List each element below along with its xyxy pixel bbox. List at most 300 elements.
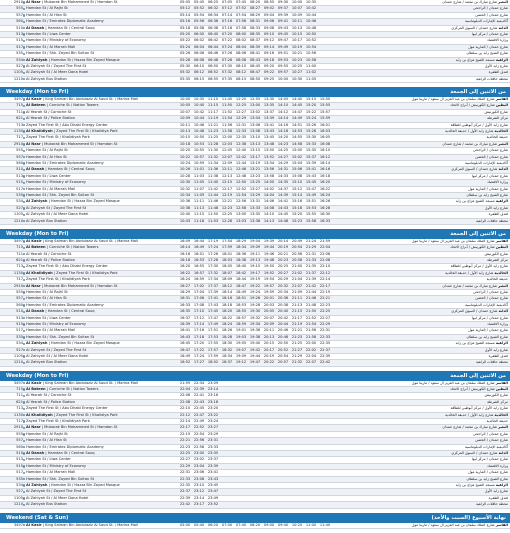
departure-time: 13:35: [249, 212, 261, 217]
stop-name-en: [26, 26, 166, 31]
stop-name-ar: [430, 6, 508, 11]
departure-time: 10:26: [179, 167, 191, 172]
departure-time: 23:09: [207, 380, 219, 385]
stop-area-ar: النصر: [498, 283, 508, 288]
departure-time: 10:09: [291, 12, 303, 17]
departure-time: 10:30: [179, 180, 191, 185]
departure-time: 14:10: [263, 212, 275, 217]
stop-code: 2910: [13, 141, 23, 146]
departure-time: 23:39: [207, 463, 219, 468]
departure-time: 18:34: [235, 245, 247, 250]
departure-time: 18:12: [221, 283, 233, 288]
stop-street-en: Al Zahiyah St / Al Meer Dana Hotel: [26, 495, 89, 500]
stop-name-ar: [430, 245, 508, 250]
departure-time: 13:41: [263, 122, 275, 127]
stop-code: 560: [16, 444, 23, 449]
departure-time: 06:46: [207, 51, 219, 56]
departure-time: 17:02: [193, 283, 205, 288]
stop-name-en: [26, 290, 166, 295]
stop-street-ar: فندق الظفرة: [488, 353, 508, 358]
stop-name-ar: [430, 483, 508, 488]
stop-code: 3497: [13, 97, 23, 102]
departure-time: 14:18: [277, 129, 289, 134]
departure-time: 22:06: [319, 251, 331, 256]
departure-time: 06:42: [207, 38, 219, 43]
stop-name-en: [26, 97, 166, 102]
section-header: [0, 229, 510, 239]
departure-time: 11:19: [207, 116, 219, 121]
departure-time: 21:52: [305, 315, 317, 320]
departure-time: 19:12: [235, 360, 247, 365]
stop-name-en: [26, 393, 166, 398]
departure-time: 12:17: [221, 186, 233, 191]
departure-time: 15:22: [305, 109, 317, 114]
departure-time: 10:53: [193, 141, 205, 146]
departure-time: 20:07: [263, 315, 275, 320]
stop-name-en: [26, 354, 166, 359]
stop-name-ar: [430, 129, 508, 134]
departure-time: 09:37: [277, 6, 289, 11]
departure-time: 10:00: [179, 97, 191, 102]
departure-time: 19:42: [249, 347, 261, 352]
timetable-row: [0, 523, 510, 529]
stop-code: 517: [16, 44, 23, 49]
departure-time: 22:19: [319, 290, 331, 295]
departure-time: 21:29: [305, 245, 317, 250]
stop-code: 3497: [13, 380, 23, 385]
stop-street-en: | Hamdan St / Central Souq: [44, 25, 95, 30]
departure-time: 16:59: [193, 277, 205, 282]
stop-street-en: | Hamdan St / Central Souq: [44, 167, 95, 172]
departure-time: 15:10: [291, 180, 303, 185]
departure-time: 17:43: [207, 302, 219, 307]
departure-time: 15:30: [305, 135, 317, 140]
departure-time: 18:42: [235, 270, 247, 275]
departure-time: 21:02: [291, 270, 303, 275]
stop-street-ar: وزارة الاقتصاد: [487, 463, 508, 468]
departure-time: 16:14: [319, 160, 331, 165]
departure-time: 13:21: [249, 167, 261, 172]
departure-time: 23:52: [207, 502, 219, 507]
departure-time: 14:12: [277, 109, 289, 114]
stop-street-ar: شارع زايد الأول: [484, 347, 508, 352]
departure-time: 12:31: [235, 122, 247, 127]
departure-time: 16:51: [193, 251, 205, 256]
stop-area-en: Al Kasir: [26, 522, 42, 527]
departure-time: 07:18: [221, 25, 233, 30]
departure-time: 21:54: [305, 321, 317, 326]
departure-time: 23:31: [207, 438, 219, 443]
stop-street-en: | King Salman Bin Abdulaziz Al Saud St. / Marina Mall: [41, 380, 138, 385]
departure-time: 15:55: [305, 212, 317, 217]
departure-time: 16:33: [179, 302, 191, 307]
departure-time: 16:33: [319, 218, 331, 223]
stop-area-ar: الزاهية: [495, 341, 508, 346]
stop-code: 713: [16, 264, 23, 269]
departure-time: 08:15: [235, 76, 247, 81]
departure-time: 16:52: [179, 360, 191, 365]
stop-name-ar: [430, 413, 508, 418]
departure-time: 15:55: [319, 103, 331, 108]
stop-street-ar: محطة حافلات الزاهية: [476, 76, 508, 81]
departure-time: 12:07: [221, 154, 233, 159]
departure-time: 14:53: [291, 129, 303, 134]
stop-name-ar: [430, 438, 508, 443]
departure-time: 10:20: [291, 522, 303, 527]
stop-name-en: [26, 64, 166, 69]
stop-street-ar: شارع الشيخ زايد بن سلطان: [466, 192, 508, 197]
departure-time: 14:47: [291, 109, 303, 114]
departure-time: 19:28: [249, 302, 261, 307]
departure-time: 18:09: [221, 277, 233, 282]
departure-time: 22:21: [179, 438, 191, 443]
departure-time: 17:49: [207, 321, 219, 326]
stop-name-ar: [430, 64, 508, 69]
stop-street-en: | Zayed The First St / Khalidiya Park: [52, 412, 118, 417]
stop-code: 510: [16, 451, 23, 455]
departure-time: 15:26: [305, 122, 317, 127]
departure-time: 17:08: [193, 302, 205, 307]
stop-area-ar: النصر: [498, 425, 508, 430]
departure-time: 09:16: [263, 51, 275, 56]
stop-street-en: Hamdan St / Liwa Center: [26, 173, 71, 178]
stop-code: 621: [16, 258, 23, 263]
stop-name-ar: [411, 238, 508, 244]
departure-time: 10:28: [179, 173, 191, 178]
departure-time: 14:51: [291, 122, 303, 127]
departure-time: 07:12: [221, 6, 233, 11]
departure-time: 19:24: [249, 290, 261, 295]
departure-time: 07:14: [221, 12, 233, 17]
departure-time: 12:56: [235, 199, 247, 204]
departure-time: 18:30: [221, 341, 233, 346]
stop-code: 1210: [13, 218, 23, 223]
departure-time: 14:16: [277, 122, 289, 127]
departure-time: 23:27: [207, 425, 219, 430]
stop-name-ar: [430, 477, 508, 482]
stop-area-ar: الدانة: [498, 309, 508, 314]
departure-time: 14:04: [263, 192, 275, 197]
stop-name-en: [26, 470, 166, 475]
departure-time: 19:19: [249, 277, 261, 282]
stop-name-ar: [430, 19, 508, 24]
stop-area-en: Al Kasir: [26, 238, 42, 243]
departure-time: 08:10: [235, 63, 247, 68]
departure-time: 16:47: [179, 347, 191, 352]
departure-time: 21:37: [305, 270, 317, 275]
departure-time: 21:58: [305, 334, 317, 339]
departure-time: 20:46: [277, 328, 289, 333]
departure-time: 10:35: [305, 0, 317, 4]
departure-time: 12:19: [221, 192, 233, 197]
departure-time: 09:20: [263, 63, 275, 68]
stop-street-ar: شارع الملك سلمان بن عبد العزيز آل سعود / مارينا مول: [411, 380, 496, 385]
stop-area-en: Al Bateen: [26, 245, 46, 250]
stop-code: 557: [16, 12, 23, 17]
departure-time: 19:59: [263, 290, 275, 295]
stop-street-ar: شارع مبارك بن محمد / شارع حمدان: [442, 425, 499, 430]
stop-area-ar: البطين: [495, 245, 508, 250]
departure-time: 18:14: [221, 290, 233, 295]
departure-time: 19:48: [263, 258, 275, 263]
departure-time: 10:00: [291, 0, 303, 4]
departure-time: 16:31: [179, 296, 191, 301]
departure-time: 15:14: [291, 192, 303, 197]
departure-time: 06:00: [193, 31, 205, 36]
stop-street-en: Hamdan St / Shk. Zayed Bin Sultan St: [26, 51, 95, 56]
departure-time: 16:26: [319, 199, 331, 204]
departure-time: 11:05: [305, 76, 317, 81]
stop-street-en: Hamdan St / Shk. Zayed Bin Sultan St: [26, 192, 95, 197]
departure-time: 23:45: [207, 482, 219, 487]
stop-street-en: | Corniche St / Nation Towers: [45, 245, 99, 250]
departure-time: 17:26: [207, 251, 219, 256]
stop-name-en: [26, 425, 166, 430]
departure-time: 11:00: [305, 63, 317, 68]
departure-time: 15:28: [305, 129, 317, 134]
departure-time: 11:48: [207, 205, 219, 210]
departure-time: 14:33: [277, 173, 289, 178]
departure-time: 22:21: [319, 296, 331, 301]
departure-time: 16:55: [193, 264, 205, 269]
departure-time: 21:46: [305, 296, 317, 301]
stop-area-en: Al Nasr: [26, 283, 41, 288]
departure-time: 15:43: [305, 173, 317, 178]
departure-time: 09:02: [263, 6, 275, 11]
departure-time: 18:47: [235, 283, 247, 288]
stop-code: 515: [16, 180, 23, 185]
departure-time: 15:20: [305, 103, 317, 108]
stop-code: 535: [16, 192, 23, 197]
departure-time: 14:55: [291, 135, 303, 140]
departure-time: 09:57: [277, 70, 289, 75]
departure-time: 11:44: [207, 192, 219, 197]
departure-time: 16:24: [319, 192, 331, 197]
departure-time: 19:36: [249, 328, 261, 333]
departure-time: 23:49: [207, 495, 219, 500]
departure-time: 18:59: [235, 321, 247, 326]
departure-time: 09:00: [263, 522, 275, 527]
departure-time: 17:06: [193, 296, 205, 301]
departure-time: 18:03: [221, 258, 233, 263]
departure-time: 07:28: [221, 57, 233, 62]
departure-time: 10:55: [193, 148, 205, 153]
stop-area-en: Al Nasr: [26, 0, 41, 4]
departure-time: 14:49: [291, 116, 303, 121]
stop-street-en: Hamdan St / Al Marrah Mall: [26, 470, 76, 475]
departure-time: 12:50: [235, 180, 247, 185]
departure-time: 19:34: [249, 321, 261, 326]
departure-time: 07:00: [221, 522, 233, 527]
departure-time: 22:27: [179, 457, 191, 462]
stop-street-ar: شارع زايد الأول / مركز أبوظبي للطاقة: [450, 122, 508, 127]
departure-time: 19:50: [263, 264, 275, 269]
timetable-row: [0, 219, 510, 225]
departure-time: 22:27: [319, 315, 331, 320]
departure-time: 23:16: [207, 393, 219, 398]
departure-time: 23:04: [193, 463, 205, 468]
stop-street-ar: شارع حمدان / المارية مول: [468, 470, 508, 475]
section-title-ar: من الاثنين إلى الجمعة: [450, 89, 506, 96]
stop-name-ar: [430, 296, 508, 301]
stop-name-ar: [430, 328, 508, 333]
stop-area-ar: الزاهية: [495, 57, 508, 62]
departure-time: 20:14: [277, 238, 289, 243]
stop-street-ar: شارع حمدان / السوق المركزي: [451, 25, 499, 30]
departure-time: 15:35: [305, 148, 317, 153]
departure-time: 11:38: [207, 173, 219, 178]
departure-time: 17:37: [207, 283, 219, 288]
departure-time: 16:10: [319, 148, 331, 153]
departure-time: 07:52: [235, 6, 247, 11]
departure-time: 08:39: [249, 44, 261, 49]
stop-name-en: [26, 193, 166, 198]
stop-name-ar: [430, 161, 508, 166]
departure-time: 20:32: [277, 283, 289, 288]
departure-time: 14:00: [263, 180, 275, 185]
departure-time: 18:44: [235, 277, 247, 282]
departure-time: 14:48: [277, 218, 289, 223]
departure-time: 22:41: [193, 393, 205, 398]
departure-time: 17:27: [193, 360, 205, 365]
departure-time: 23:14: [193, 495, 205, 500]
stop-name-en: [26, 187, 166, 192]
departure-time: 12:58: [235, 205, 247, 210]
section-title-en: Weekend (Sat & Sun): [6, 514, 69, 521]
departure-time: 16:30: [319, 212, 331, 217]
stop-code: 711: [16, 109, 23, 114]
stop-street-en: Al Yasrah St / Police Station: [26, 258, 75, 263]
departure-time: 09:45: [277, 31, 289, 36]
stop-name-en: [26, 316, 166, 321]
stop-name-en: [26, 400, 166, 405]
departure-time: 14:40: [291, 97, 303, 102]
departure-time: 16:41: [179, 328, 191, 333]
stop-street-en: Al Yasrah St / Corniche St: [26, 251, 72, 256]
stop-code: 715: [16, 387, 23, 392]
stop-street-ar: شارع الكورنيش / أبراج الاتحاد: [450, 103, 496, 108]
departure-time: 09:53: [277, 57, 289, 62]
stop-name-en: [26, 489, 166, 494]
departure-time: 10:34: [179, 192, 191, 197]
departure-time: 18:26: [221, 328, 233, 333]
stop-code: 2910: [13, 425, 23, 430]
departure-time: 10:42: [193, 109, 205, 114]
departure-time: 14:39: [277, 192, 289, 197]
departure-time: 13:37: [263, 109, 275, 114]
stop-street-ar: شارع زايد الأول / مركز أبوظبي للطاقة: [450, 406, 508, 411]
departure-time: 20:54: [277, 353, 289, 358]
stop-name-en: [26, 148, 166, 153]
stop-street-ar: شارع حمدان / السوق المركزي: [451, 309, 499, 314]
stop-name-ar: [430, 354, 508, 359]
departure-time: 22:34: [193, 380, 205, 385]
departure-time: 10:22: [179, 154, 191, 159]
stop-street-en: Hamdan St / Al Hisn St: [26, 438, 67, 443]
departure-time: 09:49: [277, 44, 289, 49]
departure-time: 10:40: [179, 212, 191, 217]
stop-street-en: | Hamdan St / Hazza Bin Zayed Mosque: [47, 341, 120, 346]
departure-time: 18:34: [221, 353, 233, 358]
departure-time: 07:16: [221, 19, 233, 24]
timetable-row: [0, 77, 510, 83]
stop-name-ar: [411, 380, 508, 386]
stop-name-ar: [430, 496, 508, 501]
stop-name-en: [26, 271, 166, 276]
departure-time: 19:44: [263, 245, 275, 250]
stop-code: 3497: [13, 238, 23, 243]
departure-time: 12:03: [221, 141, 233, 146]
departure-time: 10:13: [291, 25, 303, 30]
stop-code: 534: [16, 482, 23, 487]
departure-time: 20:34: [277, 290, 289, 295]
departure-time: 10:27: [291, 70, 303, 75]
departure-time: 15:49: [305, 192, 317, 197]
departure-time: 20:29: [277, 277, 289, 282]
departure-time: 08:00: [235, 31, 247, 36]
departure-time: 20:11: [263, 328, 275, 333]
departure-time: 15:20: [291, 212, 303, 217]
stop-name-en: [26, 167, 166, 172]
stop-name-en: [26, 296, 166, 301]
departure-time: 12:46: [235, 167, 247, 172]
departure-time: 21:04: [291, 277, 303, 282]
stop-name-en: [26, 348, 166, 353]
stop-street-ar: شارع حمدان / الحصن: [475, 154, 508, 159]
stop-street-en: | Hamdan St / Hazza Bin Zayed Mosque: [47, 199, 120, 204]
departure-time: 16:16: [179, 251, 191, 256]
stop-street-ar: مسجد الشيخ هزاع بن زايد: [455, 57, 496, 62]
stop-street-ar: شارع زايد الأول / مركز أبوظبي للطاقة: [450, 264, 508, 269]
departure-time: 11:45: [221, 97, 233, 102]
departure-time: 19:15: [249, 264, 261, 269]
stop-code: 715: [16, 103, 23, 108]
departure-time: 19:11: [249, 251, 261, 256]
departure-time: 06:55: [207, 76, 219, 81]
stop-name-en: [26, 438, 166, 443]
departure-time: 17:20: [193, 341, 205, 346]
departure-time: 15:53: [305, 205, 317, 210]
departure-time: 05:05: [179, 0, 191, 4]
stop-street-en: Zayed The First St / Abu Dhabi Energy Center: [26, 122, 108, 127]
departure-time: 14:29: [277, 160, 289, 165]
departure-time: 13:02: [249, 109, 261, 114]
stop-street-ar: حديقة الخالدية: [486, 419, 508, 424]
departure-time: 21:59: [179, 380, 191, 385]
departure-time: 12:42: [235, 154, 247, 159]
departure-time: 14:13: [263, 218, 275, 223]
stop-street-ar: شارع الكورنيش / أبراج الاتحاد: [450, 245, 496, 250]
stop-street-ar: شارع حمدان / الراجحي: [472, 6, 508, 11]
departure-time: 07:45: [235, 0, 247, 4]
departure-time: 22:23: [319, 302, 331, 307]
departure-time: 16:27: [179, 283, 191, 288]
departure-time: 20:48: [277, 334, 289, 339]
departure-time: 10:32: [179, 186, 191, 191]
stop-street-en: Hamdan St / Emirates Diplomatic Academy: [26, 444, 104, 449]
stop-street-ar: وزارة الاقتصاد: [487, 38, 508, 43]
departure-time: 10:48: [305, 25, 317, 30]
departure-time: 17:18: [193, 334, 205, 339]
departure-time: 11:58: [221, 129, 233, 134]
stop-code: 517: [16, 470, 23, 475]
departure-time: 08:37: [249, 38, 261, 43]
departure-time: 18:32: [221, 347, 233, 352]
departure-time: 13:50: [263, 148, 275, 153]
departure-time: 07:22: [221, 38, 233, 43]
departure-time: 23:24: [207, 419, 219, 424]
stop-code: 513: [16, 31, 23, 36]
